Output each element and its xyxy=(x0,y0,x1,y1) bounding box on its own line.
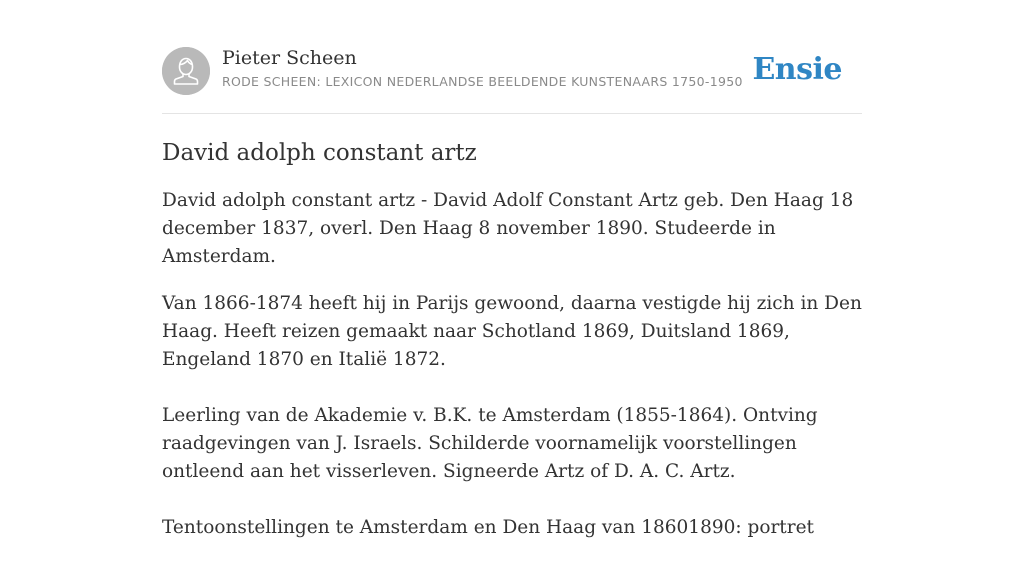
article-paragraph-biography: Van 1866-1874 heeft hij in Parijs gewoond, daarna vestigde hij zich in Den Haag. Heeft reizen gemaakt naar Schotland 1869, Duitsland 1869, Engeland 1870 en Italië 1872. Leerling van de Akademie v. B.K. te Amsterdam (1855-1864). Ontving raadgevingen van J. Israels. Schilderde voornamelijk voorstellingen ontleend aan het visserleven. Signeerde Artz of D. A. C. Artz. Tentoonstellingen te Amsterdam en Den Haag van 18601890: portret xyxy=(162,293,862,538)
ensie-logo[interactable]: Ensie xyxy=(752,52,842,87)
page-title: David adolph constant artz xyxy=(162,140,477,166)
author-avatar[interactable] xyxy=(162,47,210,95)
article-header xyxy=(162,46,862,96)
user-icon xyxy=(162,47,210,95)
source-title[interactable]: RODE SCHEEN: LEXICON NEDERLANDSE BEELDENDE KUNSTENAARS 1750-1950 xyxy=(222,74,743,89)
article-body xyxy=(162,136,867,561)
article-paragraph-intro: David adolph constant artz - David Adolf Constant Artz geb. Den Haag 18 december 1837, overl. Den Haag 8 november 1890. Studeerde in Amsterdam. xyxy=(162,190,854,267)
author-name[interactable]: Pieter Scheen xyxy=(222,47,357,69)
header-divider xyxy=(162,113,862,114)
